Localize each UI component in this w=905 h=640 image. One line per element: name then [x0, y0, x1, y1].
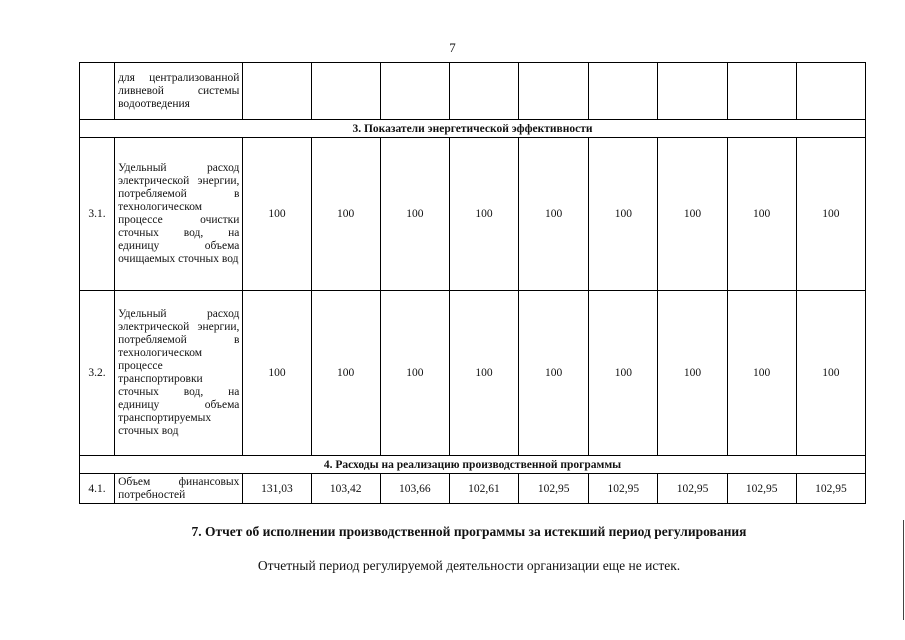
- value-cell: [727, 63, 796, 120]
- row-number-cell: 4.1.: [80, 474, 115, 504]
- value-cell: [589, 63, 658, 120]
- value-cell: 100: [380, 291, 449, 456]
- value-cell: 103,42: [311, 474, 380, 504]
- value-cell: 102,95: [658, 474, 727, 504]
- table-row-3-2: [80, 291, 866, 456]
- value-cell: 100: [519, 291, 589, 456]
- scan-edge-line: [903, 520, 904, 620]
- value-cell: 100: [449, 291, 518, 456]
- table-row-continuation: [80, 63, 866, 120]
- value-cell: 131,03: [243, 474, 311, 504]
- value-cell: 103,66: [380, 474, 449, 504]
- value-cell: 100: [589, 291, 658, 456]
- value-cell: 100: [449, 138, 518, 291]
- value-cell: 100: [380, 138, 449, 291]
- value-cell: [311, 63, 380, 120]
- value-cell: 100: [519, 138, 589, 291]
- table-row-3-1: [80, 138, 866, 291]
- value-cell: 100: [796, 291, 865, 456]
- value-cell: 100: [796, 138, 865, 291]
- row-description-cell: Удельный расход электрической энергии, потребляемой в технологическом процессе очистки сточных вод, на единицу объема очищаемых сточных вод: [115, 138, 243, 291]
- value-cell: 102,61: [449, 474, 518, 504]
- value-cell: [449, 63, 518, 120]
- indicators-table: [79, 62, 866, 504]
- value-cell: 102,95: [519, 474, 589, 504]
- value-cell: 100: [727, 291, 796, 456]
- value-cell: [243, 63, 311, 120]
- value-cell: 100: [243, 138, 311, 291]
- value-cell: 102,95: [727, 474, 796, 504]
- section-header-row: [80, 120, 866, 138]
- value-cell: 102,95: [796, 474, 865, 504]
- row-number-cell: [80, 63, 115, 120]
- section-header-row: [80, 456, 866, 474]
- value-cell: [658, 63, 727, 120]
- section-3-header: 3. Показатели энергетической эффективности: [80, 120, 866, 138]
- value-cell: 100: [311, 138, 380, 291]
- section-4-header: 4. Расходы на реализацию производственной программы: [80, 456, 866, 474]
- value-cell: [519, 63, 589, 120]
- value-cell: 100: [727, 138, 796, 291]
- section-7-text: Отчетный период регулируемой деятельности организации еще не истек.: [257, 558, 681, 573]
- row-description-cell: Удельный расход электрической энергии, потребляемой в технологическом процессе транспортировки сточных вод, на единицу объема транспортируемых сточных вод: [115, 291, 243, 456]
- value-cell: 100: [589, 138, 658, 291]
- row-description-cell: Объем финансовых потребностей: [115, 474, 243, 504]
- value-cell: 100: [311, 291, 380, 456]
- row-number-cell: 3.2.: [80, 291, 115, 456]
- page-number: 7: [449, 40, 456, 55]
- value-cell: 100: [658, 291, 727, 456]
- section-7-heading: 7. Отчет об исполнении производственной программы за истекший период регулирования: [191, 524, 747, 539]
- row-number-cell: 3.1.: [80, 138, 115, 291]
- table-row-4-1: [80, 474, 866, 504]
- value-cell: 100: [243, 291, 311, 456]
- value-cell: 100: [658, 138, 727, 291]
- row-description-cell: для централизованной ливневой системы водоотведения: [115, 63, 243, 120]
- value-cell: [380, 63, 449, 120]
- value-cell: [796, 63, 865, 120]
- value-cell: 102,95: [589, 474, 658, 504]
